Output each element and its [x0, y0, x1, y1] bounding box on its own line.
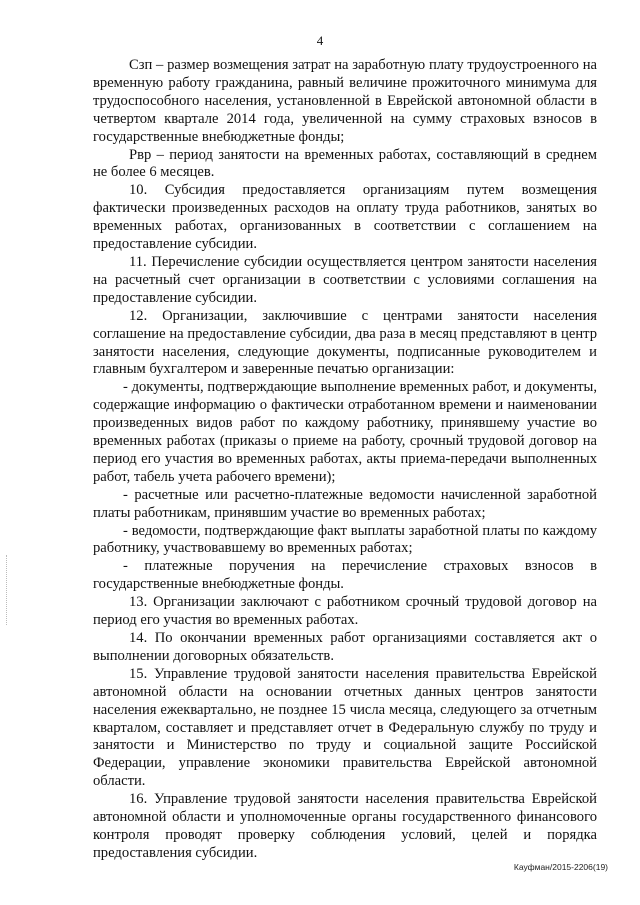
- paragraph-clause-14: 14. По окончании временных работ организациями составляется акт о выполнении договорных обязательств.: [93, 630, 597, 664]
- document-footer-code: Кауфман/2015-2206(19): [513, 862, 608, 872]
- list-item-payroll-statements: - расчетные или расчетно-платежные ведомости начисленной заработной платы работникам, принявшим участие во временных работах;: [93, 486, 597, 521]
- paragraph-szp-definition: Сзп – размер возмещения затрат на заработную плату трудоустроенного на временную работу гражданина, равный величине прожиточного минимума для трудоспособного населения, установленной в Еврейской автономной области в четвертом квартале 2014 года, увеличенной на сумму страховых взносов в государственные внебюджетные фонды;: [93, 57, 597, 145]
- list-item-payment-orders: - платежные поручения на перечисление страховых взносов в государственные внебюджетные фонды.: [93, 558, 597, 593]
- paragraph-clause-12: 12. Организации, заключившие с центрами занятости населения соглашение на предоставление субсидии, два раза в месяц представляют в центр занятости населения, следующие документы, подписанные руководителем и главным бухгалтером и заверенные печатью организации:: [93, 307, 597, 378]
- paragraph-clause-13: 13. Организации заключают с работником срочный трудовой договор на период его участия во временных работах.: [93, 594, 597, 629]
- paragraph-clause-10: 10. Субсидия предоставляется организациям путем возмещения фактически произведенных расходов на оплату труда работников, занятых во временных работах, организованных в соответствии с соглашением на предоставление субсидии.: [93, 182, 597, 253]
- list-item-payment-statements: - ведомости, подтверждающие факт выплаты заработной платы по каждому работнику, участвовавшему во временных работах;: [93, 522, 597, 557]
- list-item-documents: - документы, подтверждающие выполнение временных работ, и документы, содержащие информацию о фактически отработанном времени и наименовании произведенных видов работ по каждому работнику, принявшему участие во временных работах (приказы о приеме на работу, срочный трудовой договор на период его участия во временных работах, акты приема-передачи выполненных работ, табель учета рабочего времени);: [93, 379, 597, 485]
- paragraph-clause-16: 16. Управление трудовой занятости населения правительства Еврейской автономной области и уполномоченные органы государственного финансового контроля проводят проверку соблюдения условий, целей и порядка предоставления субсидии.: [93, 791, 597, 861]
- paragraph-rvr-definition: Рвр – период занятости на временных работах, составляющий в среднем не более 6 месяцев.: [93, 146, 597, 181]
- scan-margin-mark: [6, 555, 8, 625]
- paragraph-clause-15: 15. Управление трудовой занятости населения правительства Еврейской автономной области на основании отчетных данных центров занятости населения ежеквартально, не позднее 15 числа месяца, следующего за отчетным кварталом, составляет и представляет отчет в Федеральную службу по труду и занятости и Министерство по труду и социальной защите Российской Федерации, управление экономики правительства Еврейской автономной области.: [93, 665, 597, 790]
- document-body: [93, 57, 597, 863]
- page-number: 4: [316, 33, 324, 48]
- paragraph-clause-11: 11. Перечисление субсидии осуществляется центром занятости населения на расчетный счет организации в соответствии с условиями соглашения на предоставление субсидии.: [93, 253, 597, 306]
